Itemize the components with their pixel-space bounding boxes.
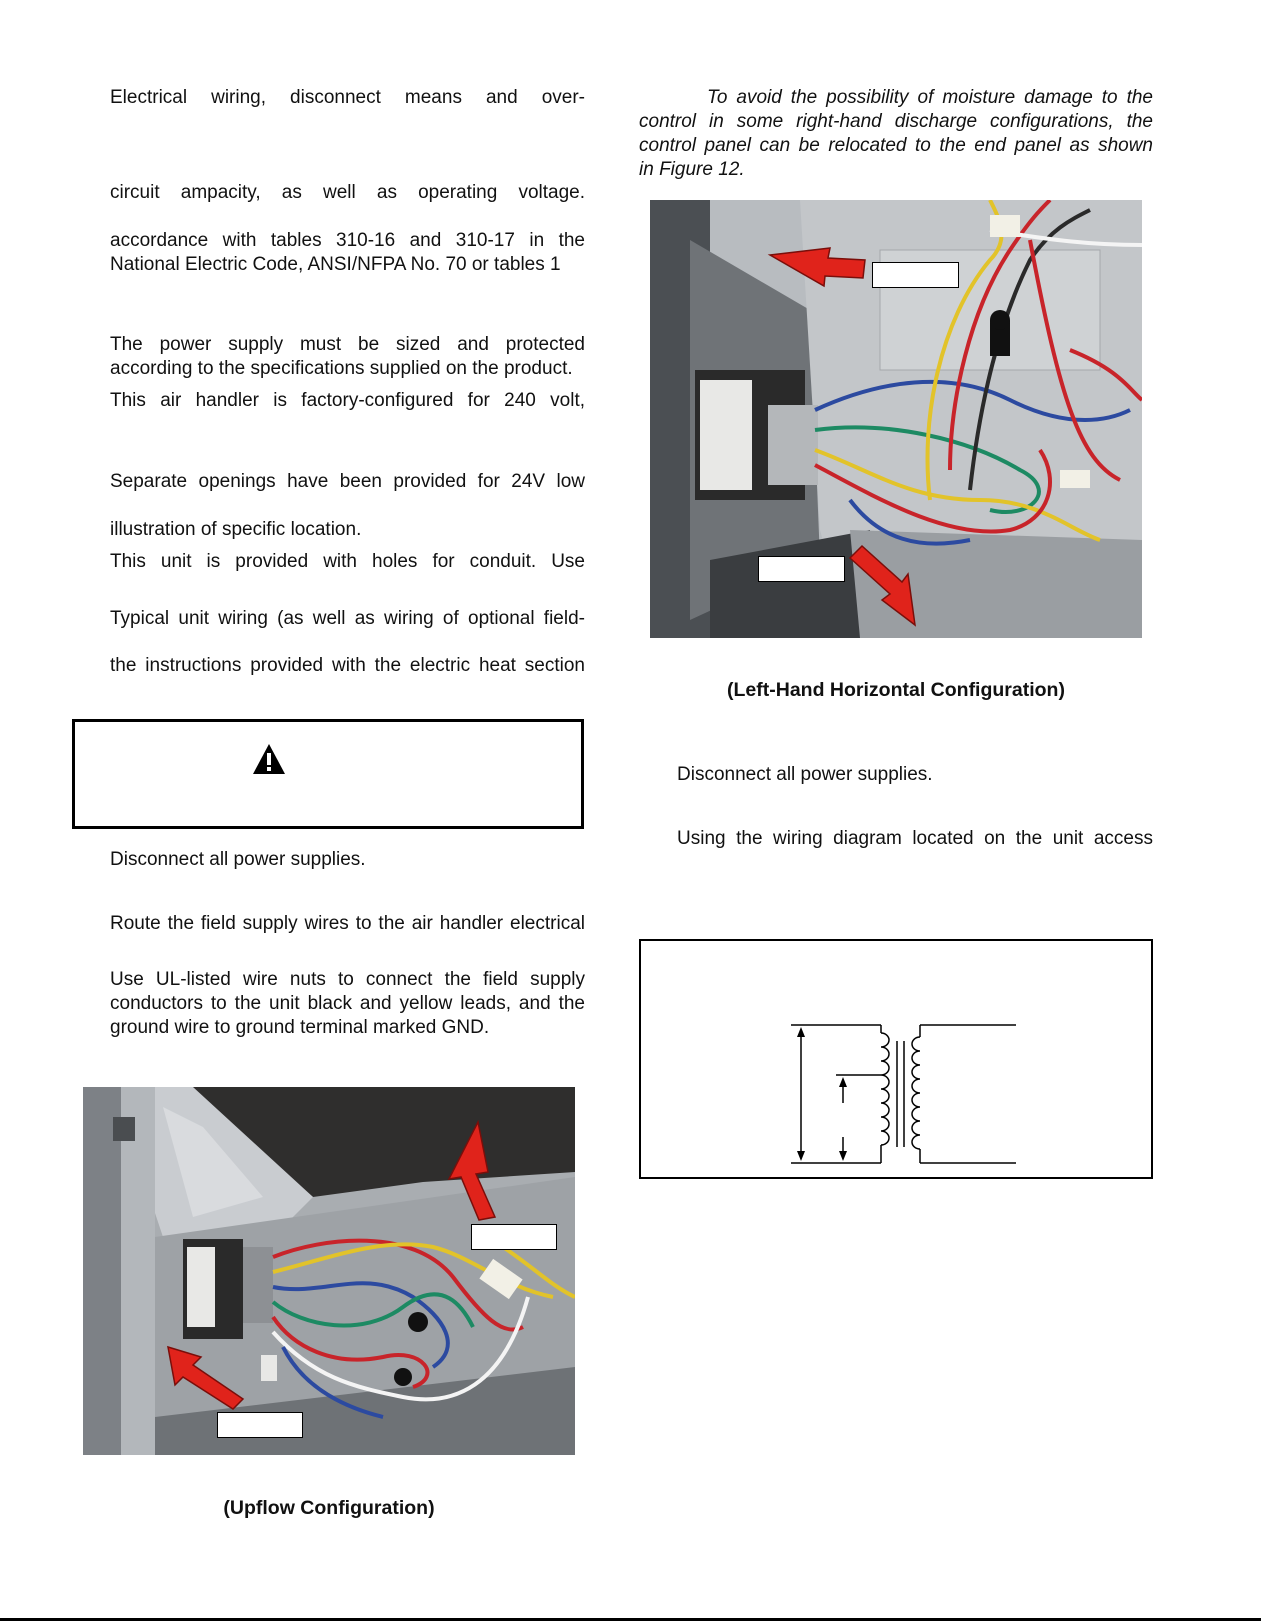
para-nec-tables-2: National Electric Code, ANSI/NFPA No. 70 or tables 1 [110, 254, 561, 275]
figure-caption-left-hand-horizontal: (Left-Hand Horizontal Configuration) [727, 679, 1065, 701]
para-separate-openings: Separate openings have been provided for 24V low [110, 471, 585, 492]
upflow-configuration-photo [83, 1087, 575, 1455]
para-wire-nuts-3: ground wire to ground terminal marked GND. [110, 1017, 490, 1038]
para-factory-config: This air handler is factory-configured for 240 volt, [110, 390, 585, 411]
warning-box [72, 719, 584, 829]
warning-triangle-icon [252, 743, 286, 775]
para-route-wires: Route the field supply wires to the air handler electrical [110, 913, 585, 934]
transformer-schematic [639, 939, 1153, 1179]
photo-label-box [217, 1412, 303, 1438]
para-disconnect-right: Disconnect all power supplies. [677, 764, 933, 785]
para-wire-nuts-2: conductors to the unit black and yellow leads, and the [110, 993, 585, 1014]
para-conduit-holes: This unit is provided with holes for conduit. Use [110, 551, 585, 572]
para-nec-tables-1: accordance with tables 310-16 and 310-17 in the [110, 230, 585, 251]
para-power-supply-1: The power supply must be sized and protected [110, 334, 585, 355]
transformer-diagram [641, 941, 1151, 1177]
photo-label-box [758, 556, 845, 582]
para-disconnect-left: Disconnect all power supplies. [110, 849, 366, 870]
photo-label-box [872, 262, 959, 288]
para-typical-wiring: Typical unit wiring (as well as wiring of optional field- [110, 608, 585, 629]
figure-caption-upflow: (Upflow Configuration) [223, 1497, 435, 1519]
para-illustration: illustration of specific location. [110, 519, 362, 540]
para-wire-nuts-1: Use UL-listed wire nuts to connect the field supply [110, 969, 585, 990]
photo-label-box [471, 1224, 557, 1250]
para-wiring-diagram: Using the wiring diagram located on the unit access [677, 828, 1153, 849]
para-wiring-intro: Electrical wiring, disconnect means and over- [110, 87, 585, 108]
para-moisture-intro-2: control in some right-hand discharge configurations, the [639, 111, 1153, 132]
para-electric-heat: the instructions provided with the electric heat section [110, 655, 585, 676]
para-moisture-intro-3: control panel can be relocated to the end panel as shown [639, 135, 1153, 156]
left-hand-horizontal-photo [650, 200, 1142, 638]
para-circuit-ampacity: circuit ampacity, as well as operating voltage. [110, 182, 585, 203]
para-power-supply-2: according to the specifications supplied on the product. [110, 358, 573, 379]
para-moisture-intro-4: in Figure 12. [639, 159, 745, 180]
para-moisture-intro-1: To avoid the possibility of moisture damage to the [707, 87, 1153, 108]
